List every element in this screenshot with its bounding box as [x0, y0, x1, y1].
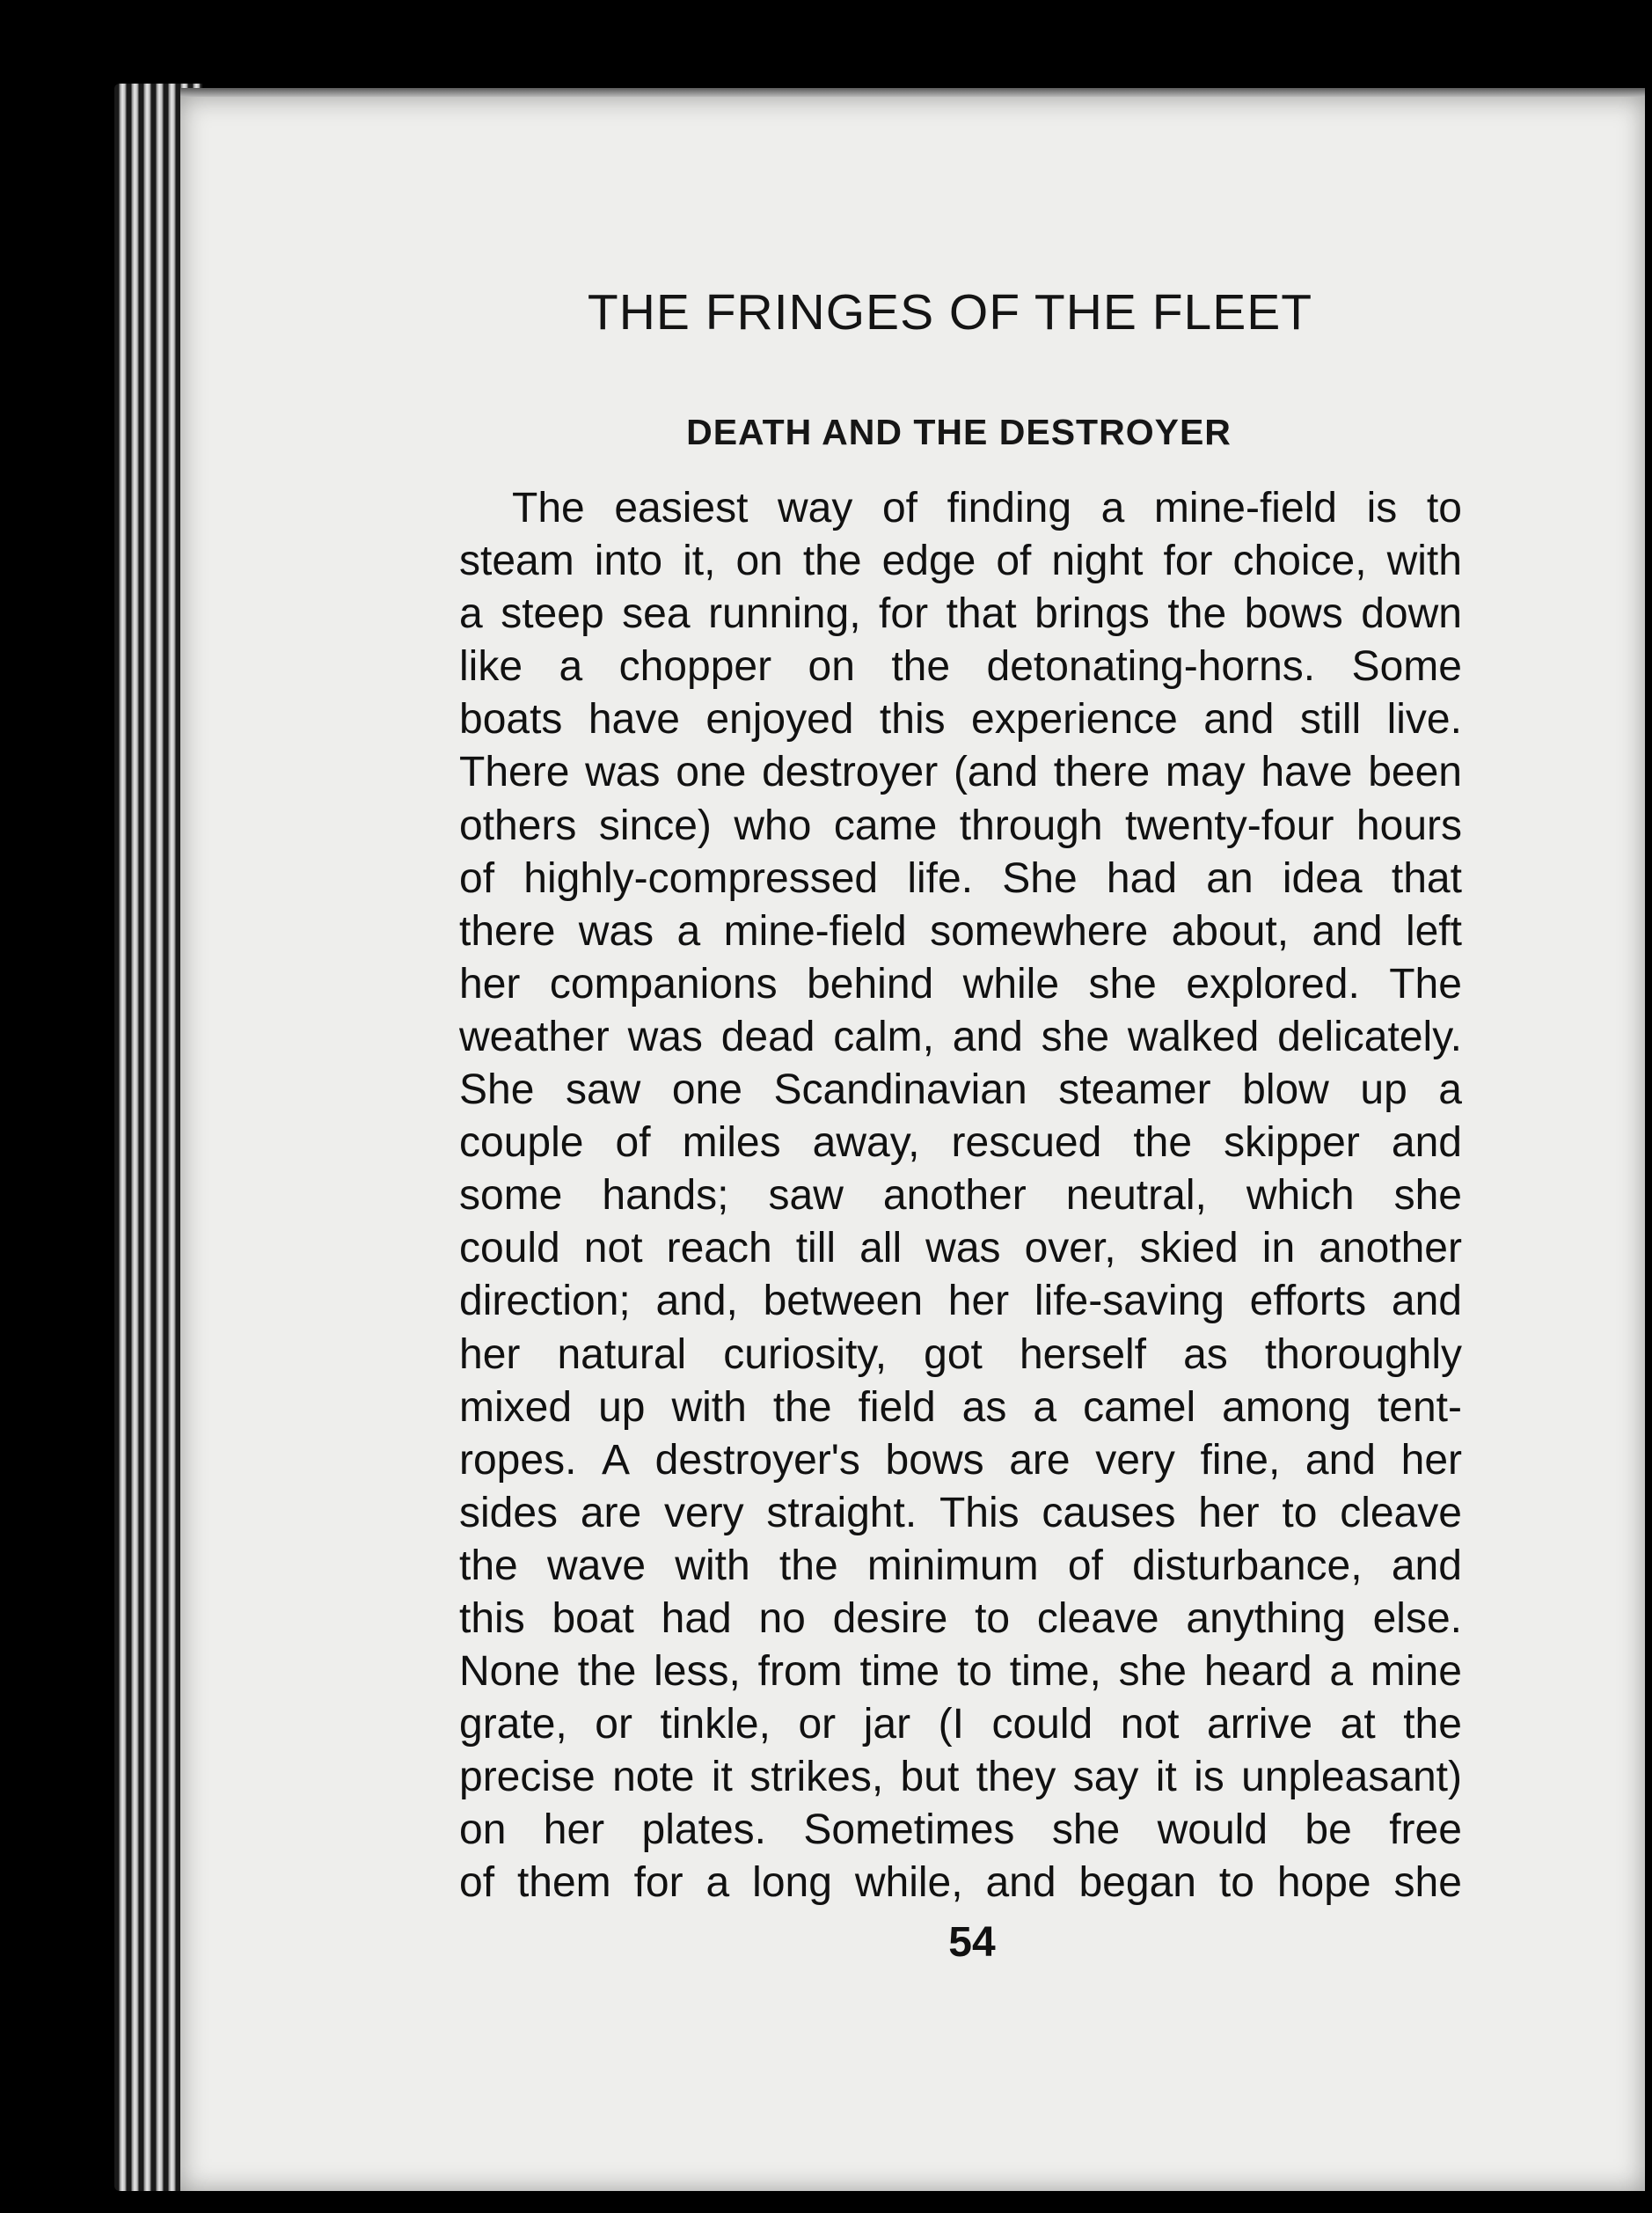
text-line: precise note it strikes, but they say it is unpleasant) [459, 1754, 1462, 1801]
text-line: others since) who came through twenty-four hours [459, 802, 1462, 849]
text-line: None the less, from time to time, she heard a mine [459, 1648, 1462, 1696]
text-line: There was one destroyer (and there may have been [459, 749, 1462, 796]
body-text [459, 482, 1462, 1910]
text-line: her companions behind while she explored. The [459, 960, 1462, 1008]
text-line: She saw one Scandinavian steamer blow up a [459, 1066, 1462, 1114]
text-line: of them for a long while, and began to hope she [459, 1859, 1462, 1907]
text-line: could not reach till all was over, skied in another [459, 1225, 1462, 1272]
text-line: there was a mine-field somewhere about, and left [459, 907, 1462, 955]
chapter-title: DEATH AND THE DESTROYER [686, 412, 1232, 452]
text-line: couple of miles away, rescued the skipper and [459, 1119, 1462, 1167]
text-line: boats have enjoyed this experience and still live. [459, 696, 1462, 744]
text-line: her natural curiosity, got herself as thoroughly [459, 1330, 1462, 1378]
text-line: like a chopper on the detonating-horns. Some [459, 643, 1462, 691]
text-line: grate, or tinkle, or jar (I could not arrive at the [459, 1701, 1462, 1748]
text-line: mixed up with the field as a camel among tent- [459, 1383, 1462, 1431]
text-line: this boat had no desire to cleave anything else. [459, 1594, 1462, 1642]
text-line: The easiest way of finding a mine-field is to [512, 485, 1462, 531]
text-line: some hands; saw another neutral, which she [459, 1172, 1462, 1220]
text-line: on her plates. Sometimes she would be free [459, 1806, 1462, 1854]
text-line: sides are very straight. This causes her to cleave [459, 1489, 1462, 1536]
text-line: a steep sea running, for that brings the bows down [459, 590, 1462, 638]
text-line: direction; and, between her life-saving efforts and [459, 1278, 1462, 1325]
text-line: of highly-compressed life. She had an idea that [459, 854, 1462, 902]
text-line: the wave with the minimum of disturbance, and [459, 1542, 1462, 1589]
running-head: THE FRINGES OF THE FLEET [587, 284, 1313, 341]
text-line: ropes. A destroyer's bows are very fine, and her [459, 1436, 1462, 1484]
text-line: steam into it, on the edge of night for choice, with [459, 538, 1462, 585]
page-number: 54 [948, 1919, 996, 1966]
text-line: weather was dead calm, and she walked delicately. [459, 1013, 1462, 1060]
